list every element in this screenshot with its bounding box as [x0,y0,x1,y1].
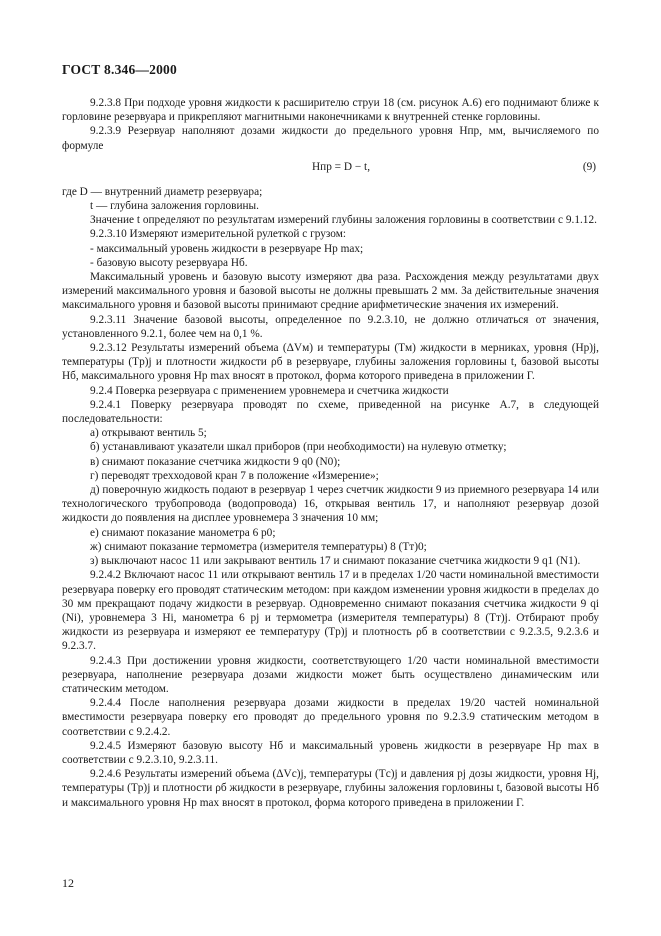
list-item: - максимальный уровень жидкости в резервуаре Hр max; [90,242,364,255]
paragraph: t — глубина заложения горловины. [90,200,259,213]
section-heading: 9.2.4 Поверка резервуара с применением уровнемера и счетчика жидкости [90,384,449,397]
list-item: г) переводят трехходовой кран 7 в положение «Измерение»; [90,469,379,482]
list-item: а) открывают вентиль 5; [90,427,207,440]
formula-expression: Hпр = D − t, [312,160,371,173]
page-number: 12 [62,876,74,890]
paragraph: 9.2.4.5 Измеряют базовую высоту Hб и максимальный уровень жидкости в резервуаре Hр max в соответствии с 9.2.3.10, 9.2.3.11. [62,739,599,766]
list-item: в) снимают показание счетчика жидкости 9 q0 (N0); [90,455,341,468]
page-header: ГОСТ 8.346—2000 [62,62,177,77]
list-item: - базовую высоту резервуара Hб. [90,256,248,269]
paragraph: Значение t определяют по результатам измерений глубины заложения горловины в соответствии с 9.1.12. [90,214,597,227]
paragraph: 9.2.3.9 Резервуар наполняют дозами жидкости до предельного уровня Hпр, мм, вычисляемого по формуле [62,125,599,152]
list-item: д) поверочную жидкость подают в резервуар 1 через счетчик жидкости 9 из приемного резервуара 14 или технологического трубопровода (водопровода) 16, открывая вентиль 17, и наполняют резервуар дозой жидкости до появления на дисплее уровнемера 3 значения 10 мм; [62,484,599,525]
paragraph: 9.2.4.3 При достижении уровня жидкости, соответствующего 1/20 части номинальной вместимости резервуара, наполнение резервуара дозами жидкости может быть осуществлено динамическим или статическим методом. [62,654,599,695]
list-item: е) снимают показание манометра 6 p0; [90,526,276,539]
paragraph: 9.2.3.12 Результаты измерений объема (ΔVм) и температуры (Tм) жидкости в мерниках, уровня (Hр)j, температуры (Tр)j и плотности жидкости ρб в резервуаре, глубины заложения горловины t, базовой высоты Hб, максимального уровня Hр max вносят в протокол, форма которого приведена в приложении Г. [62,342,599,383]
paragraph: 9.2.4.6 Результаты измерений объема (ΔVс)j, температуры (Tс)j и давления pj дозы жидкости, уровня Hj, температуры (Tр)j и плотности ρб жидкости в резервуаре, глубины заложения горловины t, базовой высоты Hб и максимального уровня Hр max вносят в протокол, форма которого приведена в приложении Г. [62,768,599,809]
list-item: ж) снимают показание термометра (измерителя температуры) 8 (Tт)0; [90,540,427,553]
paragraph: 9.2.3.10 Измеряют измерительной рулеткой с грузом: [90,228,346,241]
paragraph: Максимальный уровень и базовую высоту измеряют два раза. Расхождения между результатами двух измерений максимального уровня и базовой высоты не должны превышать 2 мм. За действительные значения максимального уровня и базовой высоты принимают средние арифметические значения их измерений. [62,271,599,312]
paragraph: 9.2.4.4 После наполнения резервуара дозами жидкости в пределах 19/20 частей номинальной вместимости резервуара поверку его проводят до предельного уровня по 9.2.3.9 статическим методом в соответствии с 9.2.4.2. [62,697,599,738]
formula-9 [62,156,599,178]
paragraph: 9.2.4.1 Поверку резервуара проводят по схеме, приведенной на рисунке А.7, в следующей последовательности: [62,398,599,426]
paragraph: 9.2.3.8 При подходе уровня жидкости к расширителю струи 18 (см. рисунок А.6) его поднимают ближе к горловине резервуара и прикрепляют магнитными наконечниками к внутренней стенке горловины. [62,97,599,124]
paragraph: 9.2.4.2 Включают насос 11 или открывают вентиль 17 и в пределах 1/20 части номинальной вместимости резервуара поверку его проводят статическим методом: при каждом изменении уровня жидкости в пределах до 30 мм прекращают подачу жидкости в резервуар. Одновременно снимают показания счетчика жидкости 9 qi (Ni), уровнемера 3 Hi, манометра 6 pj и термометра (измерителя температуры) 8 (Tт)j. Отбирают пробу жидкости из резервуара и измеряют ее температуру (Tр)j и плотность ρб в соответствии с 9.2.3.5, 9.2.3.6 и 9.2.3.7. [62,569,599,653]
formula-number: (9) [582,160,596,173]
list-item: з) выключают насос 11 или закрывают вентиль 17 и снимают показание счетчика жидкости 9 q1 (N1). [90,555,581,568]
paragraph: где D — внутренний диаметр резервуара; [62,185,263,198]
list-item: б) устанавливают указатели шкал приборов (при необходимости) на нулевую отметку; [90,441,507,454]
document-body [62,96,599,810]
paragraph: 9.2.3.11 Значение базовой высоты, определенное по 9.2.3.10, не должно отличаться от значения, установленного 9.2.1, более чем на 0,1 %. [62,313,599,340]
